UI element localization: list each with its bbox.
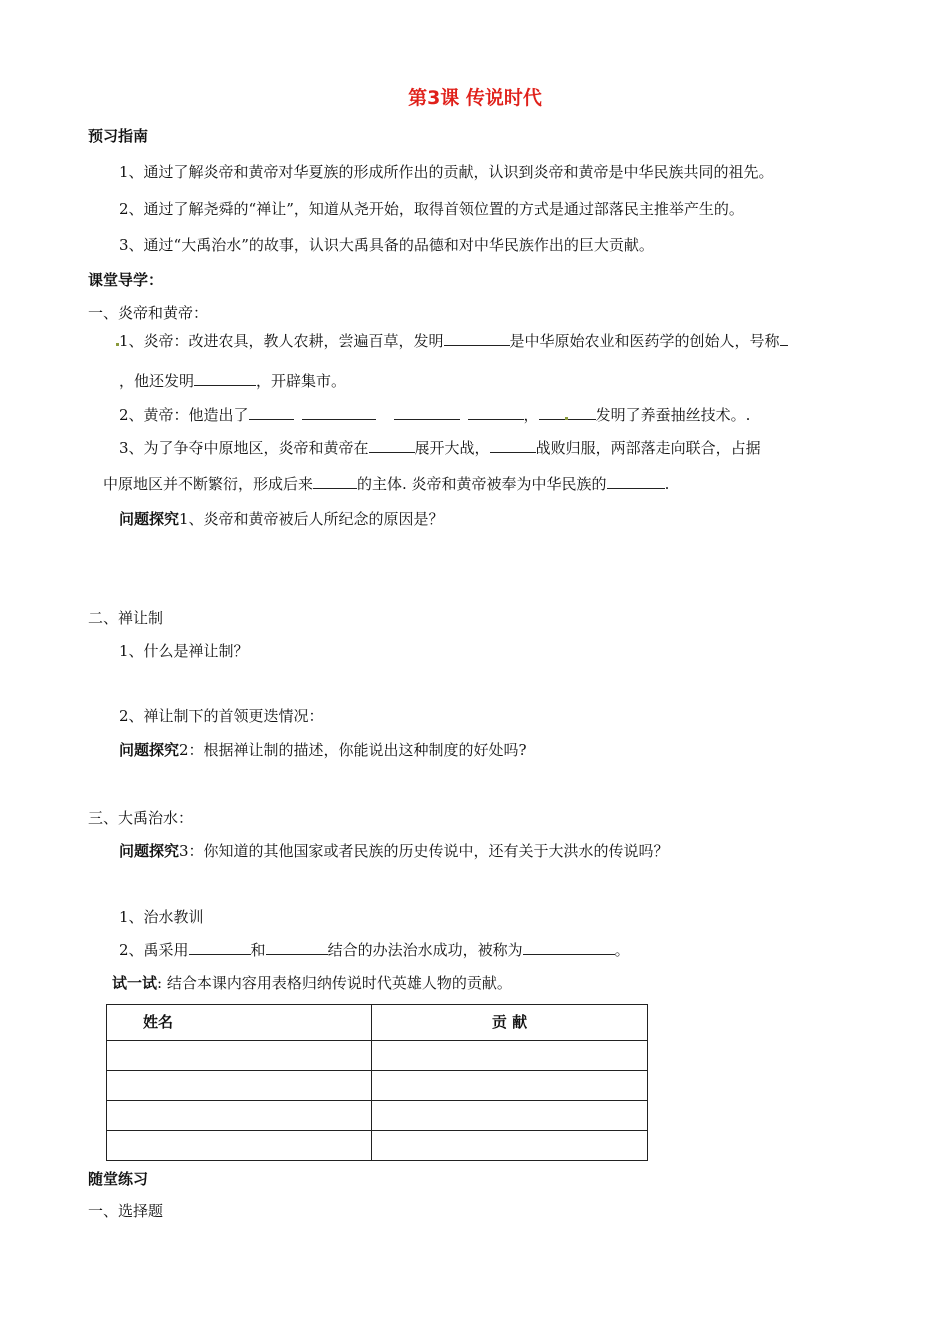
hero-table bbox=[106, 1004, 648, 1161]
cell-contribution[interactable] bbox=[372, 1101, 648, 1131]
blank-fill[interactable] bbox=[189, 940, 251, 955]
cell-name[interactable] bbox=[107, 1071, 372, 1101]
s2-item-2: 2、禅让制下的首领更迭情况： bbox=[119, 707, 324, 725]
blank-fill[interactable] bbox=[369, 438, 415, 453]
blank-fill[interactable] bbox=[490, 438, 536, 453]
table-row bbox=[107, 1131, 648, 1161]
page-title: 第3课 传说时代 bbox=[408, 87, 542, 109]
blank-fill[interactable] bbox=[468, 405, 524, 420]
practice-heading: 随堂练习 bbox=[88, 1170, 149, 1188]
battle-line-2: 中原地区并不断繁衍，形成后来 的主体. 炎帝和黄帝被奉为中华民族的 . bbox=[103, 475, 670, 493]
blank-fill[interactable] bbox=[249, 405, 294, 420]
cell-name[interactable] bbox=[107, 1131, 372, 1161]
question-1: 问题探究1、炎帝和黄帝被后人所纪念的原因是？ bbox=[119, 510, 444, 528]
table-row bbox=[107, 1071, 648, 1101]
section-3-heading: 三、大禹治水： bbox=[88, 809, 194, 827]
preview-item-3: 3、通过“大禹治水”的故事，认识大禹具备的品德和对中华民族作出的巨大贡献。 bbox=[119, 236, 654, 254]
cell-name[interactable] bbox=[107, 1101, 372, 1131]
blank-fill[interactable] bbox=[539, 405, 565, 420]
battle-line: 3、为了争夺中原地区，炎帝和黄帝在 展开大战， 战败归服，两部落走向联合，占据 bbox=[119, 439, 761, 457]
blank-fill[interactable] bbox=[394, 405, 460, 420]
question-2: 问题探究2：根据禅让制的描述，你能说出这种制度的好处吗? bbox=[119, 741, 527, 759]
question-3: 问题探究3：你知道的其他国家或者民族的历史传说中，还有关于大洪水的传说吗？ bbox=[119, 842, 669, 860]
blank-fill[interactable] bbox=[780, 331, 788, 346]
s3-item-2: 2、禹采用 和 结合的办法治水成功，被称为 。 bbox=[119, 941, 630, 959]
section-2-heading: 二、禅让制 bbox=[88, 609, 164, 627]
preview-item-2: 2、通过了解尧舜的“禅让”，知道从尧开始，取得首领位置的方式是通过部落民主推举产生的。 bbox=[119, 200, 744, 218]
blank-fill[interactable] bbox=[302, 405, 376, 420]
blank-fill[interactable] bbox=[523, 940, 615, 955]
table-row bbox=[107, 1041, 648, 1071]
cell-name[interactable] bbox=[107, 1041, 372, 1071]
blank-fill[interactable] bbox=[313, 474, 357, 489]
s3-item-1: 1、治水教训 bbox=[119, 908, 204, 926]
cell-contribution[interactable] bbox=[372, 1071, 648, 1101]
preview-heading: 预习指南 bbox=[88, 127, 149, 145]
practice-section-1: 一、选择题 bbox=[88, 1202, 164, 1220]
huangdi-line: 2、黄帝：他造出了 ， 发明了养蚕抽丝技术。. bbox=[119, 406, 751, 424]
blank-fill[interactable] bbox=[194, 371, 256, 386]
yandi-line-2: ，他还发明 ，开辟集市。 bbox=[119, 372, 347, 390]
cell-contribution[interactable] bbox=[372, 1041, 648, 1071]
try-it: 试一试: 结合本课内容用表格归纳传说时代英雄人物的贡献。 bbox=[112, 974, 512, 992]
s2-item-1: 1、什么是禅让制？ bbox=[119, 642, 249, 660]
yandi-line: 1、炎帝：改进农具，教人农耕，尝遍百草，发明 是中华原始农业和医药学的创始人，号称 bbox=[116, 331, 788, 351]
blank-fill[interactable] bbox=[568, 405, 596, 420]
table-row bbox=[107, 1101, 648, 1131]
blank-fill[interactable] bbox=[266, 940, 328, 955]
blank-fill[interactable] bbox=[444, 331, 510, 346]
cell-contribution[interactable] bbox=[372, 1131, 648, 1161]
blank-fill[interactable] bbox=[607, 474, 665, 489]
header-contribution: 贡 献 bbox=[372, 1005, 648, 1041]
header-name: 姓名 bbox=[107, 1005, 372, 1041]
guide-heading: 课堂导学： bbox=[88, 271, 164, 289]
table-header-row bbox=[107, 1005, 648, 1041]
section-1-heading: 一、炎帝和黄帝： bbox=[88, 304, 209, 322]
preview-item-1: 1、通过了解炎帝和黄帝对华夏族的形成所作出的贡献，认识到炎帝和黄帝是中华民族共同的祖先。 bbox=[119, 163, 774, 181]
